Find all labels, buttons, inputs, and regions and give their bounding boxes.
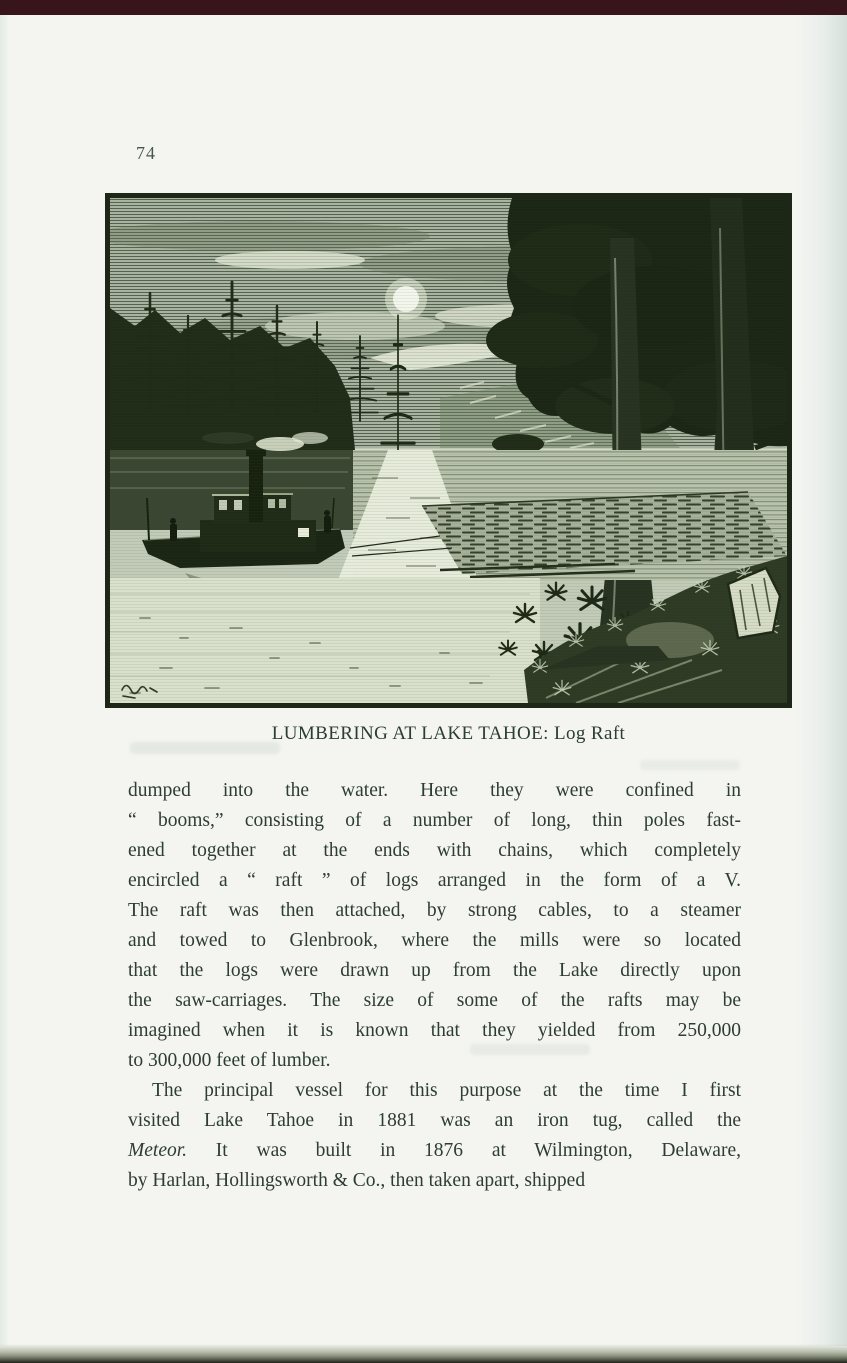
engraving-texture-overlay (110, 198, 787, 703)
text-line: The principal vessel for this purpose at the time I first (152, 1080, 741, 1101)
vessel-name: Meteor. (128, 1140, 188, 1161)
page-bleed-through (470, 1044, 590, 1055)
photo-background-top-band (0, 0, 847, 15)
text-line-rest: It was built in 1876 at Wilmington, Delaware, (187, 1140, 741, 1161)
text-line (128, 1136, 741, 1166)
photo-background-bottom-band (0, 1344, 847, 1363)
text-line: the saw-carriages. The size of some of the rafts may be (128, 990, 741, 1011)
text-line: that the logs were drawn up from the Lake directly upon (128, 960, 741, 981)
text-line: dumped into the water. Here they were confined in (128, 780, 741, 801)
illustration-caption: LUMBERING AT LAKE TAHOE: Log Raft (271, 723, 626, 744)
text-line: ened together at the ends with chains, which completely (128, 840, 741, 861)
text-line: to 300,000 feet of lumber. (128, 1050, 331, 1071)
page-number: 74 (136, 143, 156, 163)
page-left-edge (0, 15, 9, 1346)
engraving-svg (110, 198, 787, 703)
text-line: imagined when it is known that they yielded from 250,000 (128, 1020, 741, 1041)
text-line: “ booms,” consisting of a number of long, thin poles fast- (128, 810, 741, 831)
text-line: visited Lake Tahoe in 1881 was an iron tug, called the (128, 1110, 741, 1131)
text-line: The raft was then attached, by strong cables, to a steamer (128, 900, 741, 921)
page-bleed-through (130, 742, 280, 754)
text-line: encircled a “ raft ” of logs arranged in the form of a V. (128, 870, 741, 891)
page-gutter-shade (795, 15, 847, 1346)
body-text (128, 776, 741, 1196)
text-line: and towed to Glenbrook, where the mills were so located (128, 930, 741, 951)
engraving-illustration (105, 193, 792, 708)
page-bleed-through (640, 760, 740, 770)
text-line: by Harlan, Hollingsworth & Co., then taken apart, shipped (128, 1170, 586, 1191)
